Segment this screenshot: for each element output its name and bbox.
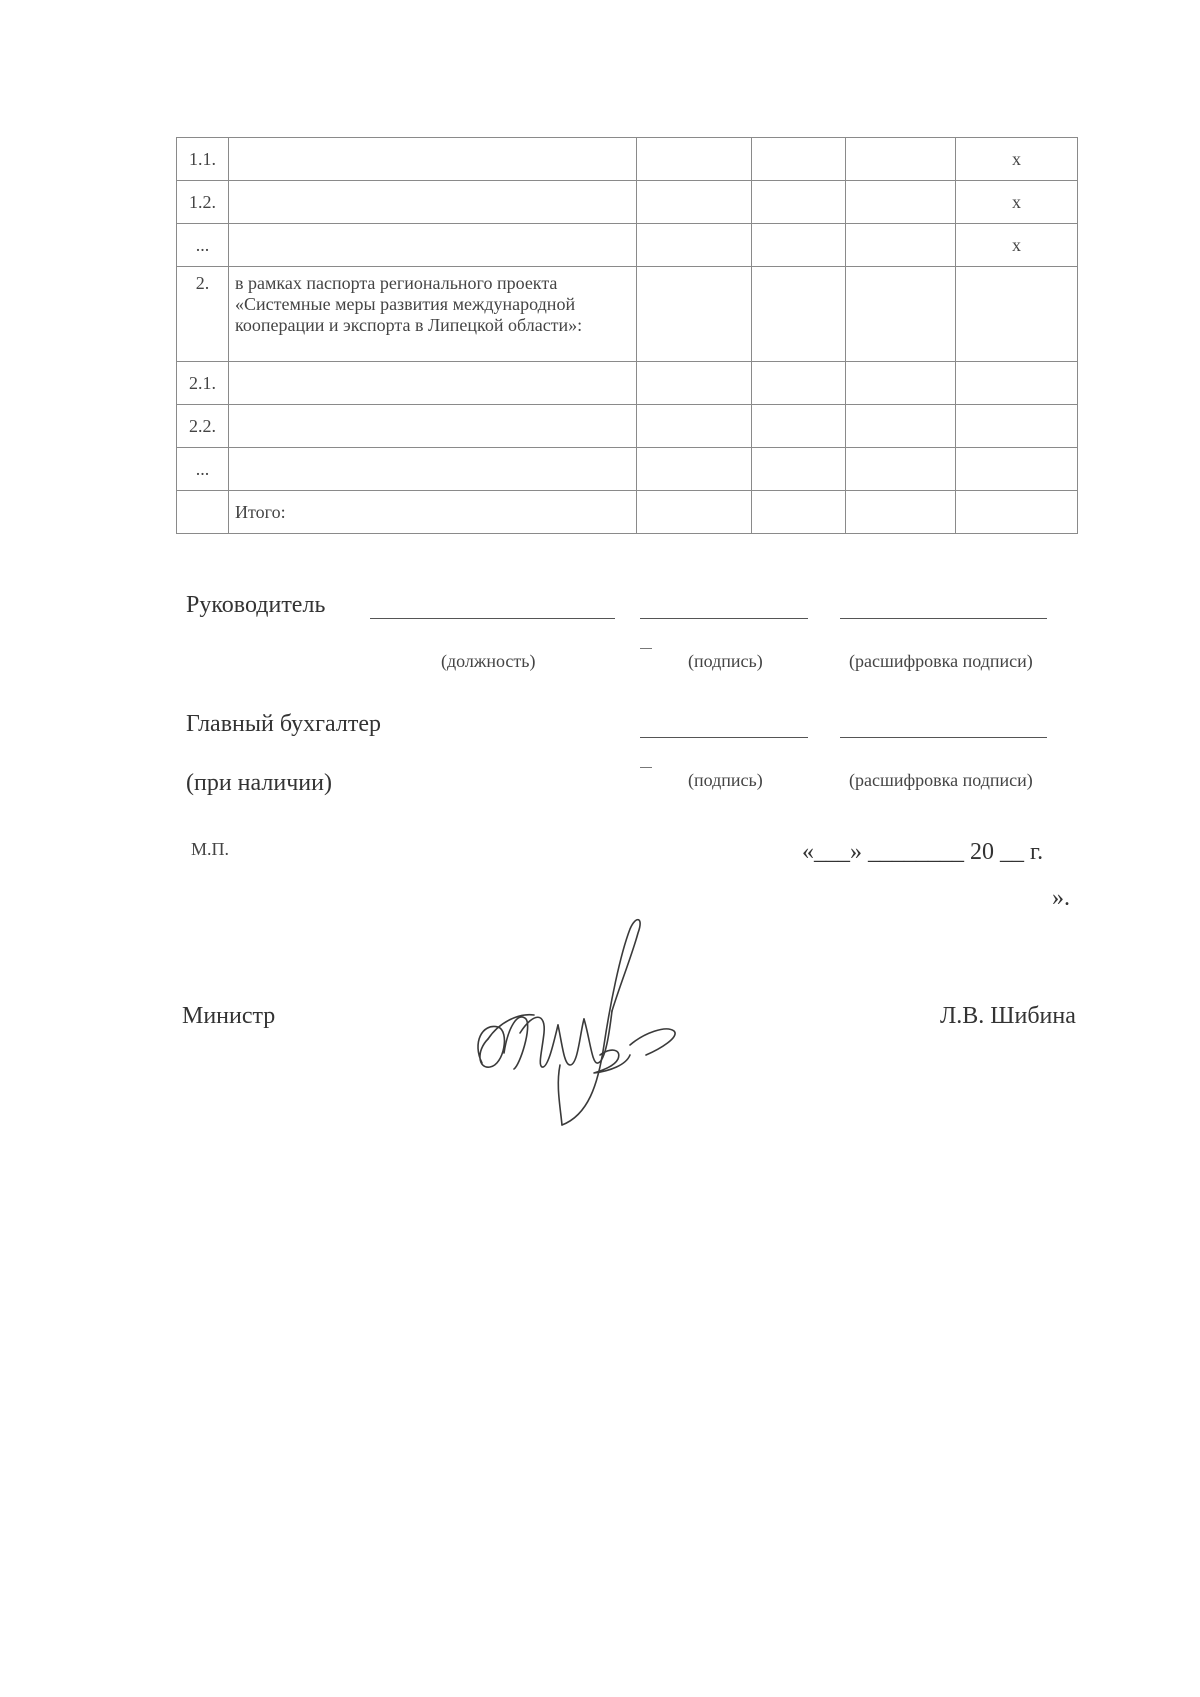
row-cell xyxy=(637,448,752,491)
decoding-caption: (расшифровка подписи) xyxy=(849,651,1033,671)
row-mark: x xyxy=(956,224,1078,267)
dash-mark xyxy=(640,648,652,649)
row-cell xyxy=(637,491,752,534)
row-mark xyxy=(956,448,1078,491)
position-line xyxy=(370,618,615,619)
table-row xyxy=(177,138,1078,181)
row-number xyxy=(177,491,229,534)
minister-label: Министр xyxy=(182,1003,276,1029)
table-row xyxy=(177,267,1078,362)
row-number: 2. xyxy=(177,267,229,362)
table-row xyxy=(177,362,1078,405)
row-cell xyxy=(637,362,752,405)
row-number: 1.1. xyxy=(177,138,229,181)
row-cell xyxy=(846,405,956,448)
row-cell xyxy=(752,362,846,405)
row-number: 2.1. xyxy=(177,362,229,405)
row-mark: x xyxy=(956,181,1078,224)
row-cell xyxy=(846,224,956,267)
row-cell xyxy=(752,267,846,362)
row-cell xyxy=(637,267,752,362)
row-cell xyxy=(637,181,752,224)
row-description xyxy=(229,138,637,181)
row-number: ... xyxy=(177,224,229,267)
table-row-total xyxy=(177,491,1078,534)
row-cell xyxy=(752,448,846,491)
row-description xyxy=(229,181,637,224)
signature-line xyxy=(640,737,808,738)
row-cell xyxy=(752,405,846,448)
table-row xyxy=(177,405,1078,448)
head-label: Руководитель xyxy=(186,592,326,618)
decoding-line xyxy=(840,618,1047,619)
signature-caption: (подпись) xyxy=(688,651,763,671)
row-cell xyxy=(846,362,956,405)
row-description xyxy=(229,362,637,405)
row-mark: x xyxy=(956,138,1078,181)
decoding-caption: (расшифровка подписи) xyxy=(849,770,1033,790)
signature-line xyxy=(640,618,808,619)
row-cell xyxy=(637,224,752,267)
signature-caption: (подпись) xyxy=(688,770,763,790)
row-cell xyxy=(846,491,956,534)
report-table xyxy=(176,137,1078,534)
row-mark xyxy=(956,491,1078,534)
row-cell xyxy=(752,138,846,181)
minister-name: Л.В. Шибина xyxy=(940,1003,1076,1029)
row-cell xyxy=(846,267,956,362)
position-caption: (должность) xyxy=(441,651,536,671)
dash-mark xyxy=(640,767,652,768)
row-description: в рамках паспорта регионального проекта «Системные меры развития международной кооперации и экспорта в Липецкой области»: xyxy=(229,267,637,362)
row-number: 1.2. xyxy=(177,181,229,224)
row-cell xyxy=(637,138,752,181)
row-description xyxy=(229,224,637,267)
row-description xyxy=(229,448,637,491)
table-row xyxy=(177,448,1078,491)
row-number: ... xyxy=(177,448,229,491)
chief-accountant-label: Главный бухгалтер xyxy=(186,711,381,737)
row-cell xyxy=(846,448,956,491)
if-any-label: (при наличии) xyxy=(186,770,332,796)
seal-label: М.П. xyxy=(191,839,230,859)
row-mark xyxy=(956,362,1078,405)
row-mark xyxy=(956,405,1078,448)
row-mark xyxy=(956,267,1078,362)
date-field: «___» ________ 20 __ г. xyxy=(802,839,1044,865)
row-cell xyxy=(637,405,752,448)
table-row xyxy=(177,181,1078,224)
total-label: Итого: xyxy=(229,491,637,534)
row-description xyxy=(229,405,637,448)
row-number: 2.2. xyxy=(177,405,229,448)
row-cell xyxy=(846,138,956,181)
row-cell xyxy=(752,224,846,267)
decoding-line xyxy=(840,737,1047,738)
row-cell xyxy=(752,491,846,534)
row-cell xyxy=(846,181,956,224)
handwritten-signature xyxy=(460,915,690,1130)
table-row xyxy=(177,224,1078,267)
closing-quote: ». xyxy=(1052,885,1070,911)
row-cell xyxy=(752,181,846,224)
